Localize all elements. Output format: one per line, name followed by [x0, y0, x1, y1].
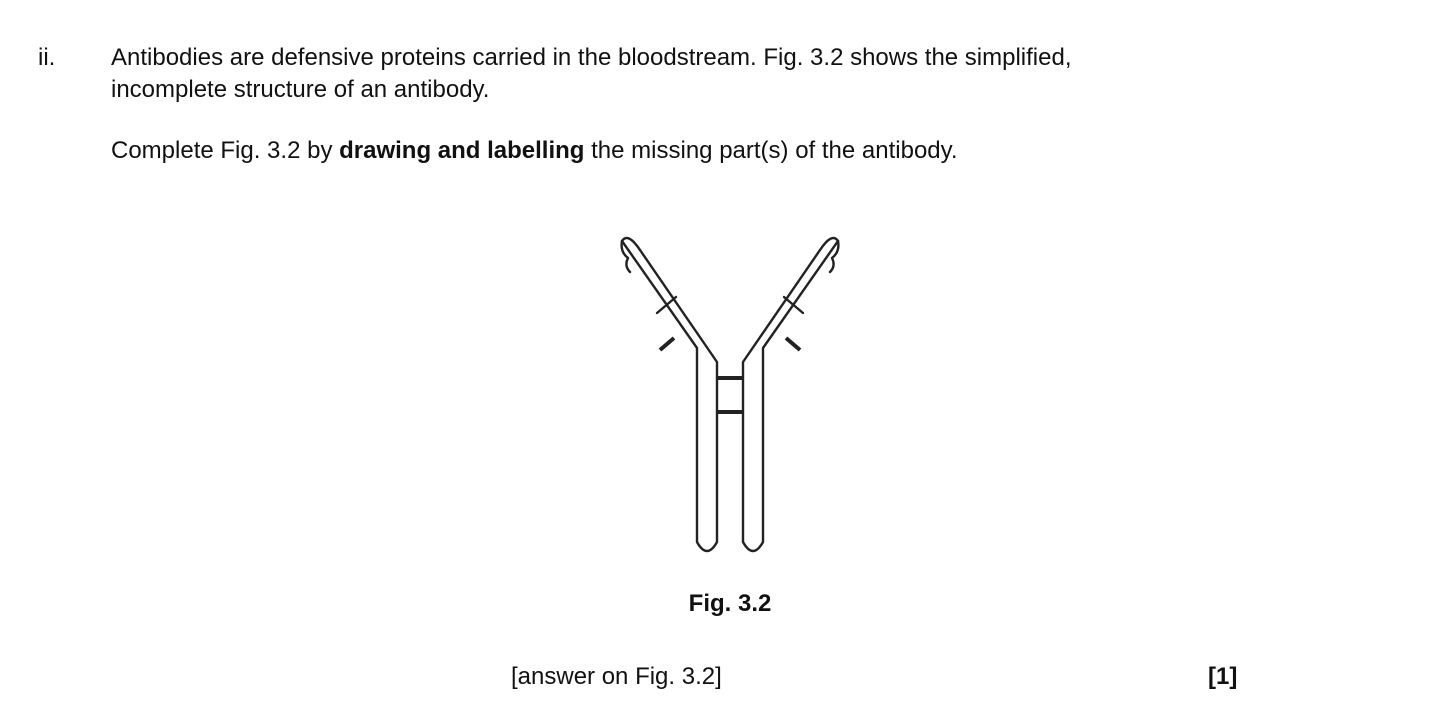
left-light-chain-stub: [660, 338, 674, 350]
left-region-divider: [657, 297, 676, 313]
answer-note: [answer on Fig. 3.2]: [511, 663, 722, 690]
question-instruction: [111, 135, 958, 167]
antibody-figure: [600, 220, 860, 570]
instruction-text-start: Complete Fig. 3.2 by: [111, 137, 340, 164]
right-light-chain-stub: [786, 338, 800, 350]
question-number: ii.: [38, 44, 56, 71]
question-intro: [111, 42, 1072, 106]
figure-caption: Fig. 3.2: [688, 590, 772, 617]
right-heavy-chain: [743, 241, 838, 551]
antibody-diagram: [600, 220, 860, 570]
instruction-text-end: the missing part(s) of the antibody.: [584, 137, 958, 164]
right-region-divider: [784, 297, 803, 313]
intro-line-2: incomplete structure of an antibody.: [111, 76, 490, 103]
left-heavy-chain: [622, 241, 717, 551]
marks-allocation: [1]: [1208, 663, 1238, 690]
intro-line-1: Antibodies are defensive proteins carried in the bloodstream. Fig. 3.2 shows the simplified,: [111, 44, 1072, 71]
instruction-bold-text: drawing and labelling: [339, 137, 585, 164]
